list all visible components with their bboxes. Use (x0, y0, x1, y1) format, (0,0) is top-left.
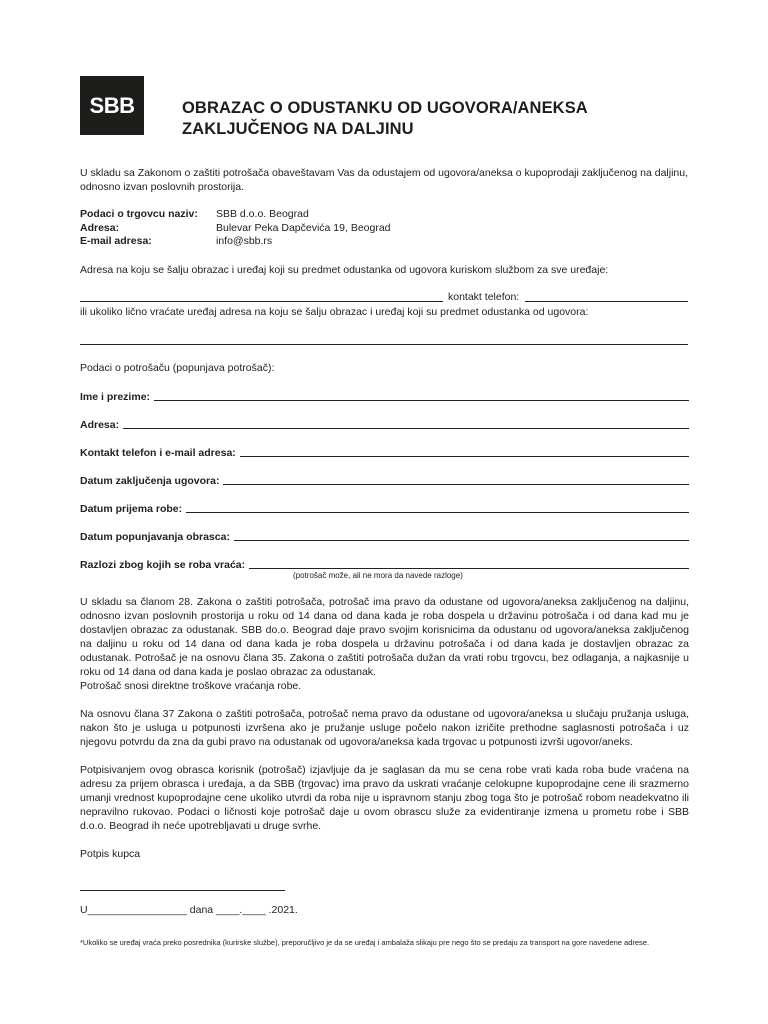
contact-line[interactable] (240, 456, 689, 457)
name-label: Ime i prezime: (80, 391, 151, 403)
title-line-1: OBRAZAC O ODUSTANKU OD UGOVORA/ANEKSA (182, 99, 588, 117)
courier-address-line[interactable] (80, 301, 443, 302)
personal-return-line[interactable] (80, 344, 688, 345)
courier-address-text: Adresa na koju se šalju obrazac i uređaj koji su predmet odustanka od ugovora kuriskom službom za sve uređaje: (80, 264, 609, 276)
contract-date-label: Datum zaključenja ugovora: (80, 475, 220, 487)
reasons-field[interactable] (80, 557, 689, 571)
contact-field[interactable] (80, 445, 689, 459)
legal-paragraph-1-last: Potrošač snosi direktne troškove vraćanja robe. (80, 680, 302, 692)
signature-line[interactable] (80, 890, 285, 891)
personal-return-text: ili ukoliko lično vraćate uređaj adresa na koju se šalju obrazac i uređaj koji su predmet odustanka od ugovora: (80, 306, 589, 318)
legal-paragraph-1 (80, 595, 689, 693)
signature-label: Potpis kupca (80, 848, 141, 860)
receipt-date-label: Datum prijema robe: (80, 503, 183, 515)
trader-info (80, 208, 391, 249)
contact-phone-line[interactable] (525, 301, 688, 302)
fill-date-label: Datum popunjavanja obrasca: (80, 531, 230, 543)
trader-address-label: Adresa: (80, 221, 120, 234)
footnote: *Ukoliko se uređaj vraća preko posrednika (kurirske službe), preporučljivo je da se uređaj i ambalaža slikaju pre nego što se predaju za transport na gore navedene adrese. (80, 938, 650, 947)
title-line-2: ZAKLJUČENOG NA DALJINU (182, 120, 414, 138)
receipt-date-field[interactable] (80, 501, 689, 515)
trader-email-value: info@sbb.rs (216, 235, 273, 247)
reasons-line[interactable] (249, 568, 689, 569)
contract-date-field[interactable] (80, 473, 689, 487)
form-title (182, 98, 662, 140)
contract-date-line[interactable] (223, 484, 689, 485)
date-place-line[interactable]: U_________________ dana ____.____ .2021. (80, 904, 298, 916)
legal-paragraph-1-body: U skladu sa članom 28. Zakona o zaštiti potrošača, potrošač ima pravo da odustane od ugovora/aneksa zaključenog na daljinu, odnosno izvan poslovnih prostorija u roku od 14 dana od dana kada je roba dospela u državinu potrošača i od dana kad mu je dostavljen obrazac za odustanak. SBB do.o. Beograd daje pravo svojim korisnicima da odustanu od ugovora/aneksa zaključenog na daljinu u roku od 14 dana od dana kada je roba dospela u državinu potrošača i od dana kada je dostavljen obrazac za odustanak. Potrošač je na osnovu člana 35. Zakona o zaštiti potrošača dužan da vrati robu trgovcu, bez odlaganja, a najkasnije u roku od 14 dana od dana kada je poslao obrazac za odustanak. (80, 596, 689, 678)
address-field[interactable] (80, 417, 689, 431)
trader-name-value: SBB d.o.o. Beograd (216, 208, 309, 220)
fill-date-field[interactable] (80, 529, 689, 543)
reasons-label: Razlozi zbog kojih se roba vraća: (80, 559, 246, 571)
contact-label: Kontakt telefon i e-mail adresa: (80, 447, 236, 459)
legal-paragraph-2: Na osnovu člana 37 Zakona o zaštiti potrošača, potrošač nema pravo da odustane od ugovora/aneksa u slučaju pružanja usluga, nakon što je usluga u potpunosti izvršena ako je pružanje usluge počelo nakon izričite prethodne saglasnosti potrošača i uz njegovu potvrdu da zna da gubi pravo na odustanak od ugovora/aneksa kada trgovac u potpunosti izvrši ugovor/aneks. (80, 708, 689, 748)
reasons-note: (potrošač može, ali ne mora da navede razloge) (293, 571, 463, 580)
address-line[interactable] (123, 428, 689, 429)
name-line[interactable] (154, 400, 689, 401)
name-field[interactable] (80, 389, 689, 403)
fill-date-line[interactable] (234, 540, 689, 541)
trader-address-value: Bulevar Peka Dapčevića 19, Beograd (216, 221, 391, 234)
contact-phone-label: kontakt telefon: (448, 291, 520, 303)
legal-paragraph-3: Potpisivanjem ovog obrasca korisnik (potrošač) izjavljuje da je saglasan da mu se cena robe vrati kada roba bude vraćena na adresu za prijem obrasca i uređaja, a da SBB (trgovac) ima pravo da uskrati vraćanje celokupne kupoprodajne cene ili srazmerno umanji vrednost kupoprodajne cene ukoliko utvrdi da roba nije u ispravnom stanju zbog toga što je potrošač robom neadekvatno ili nepravilno rukovao. Podaci o ličnosti koje potrošač daje u ovom obrascu služe za evidentiranje izmena u prometu robe i SBB d.o.o. Beograd ih neće upotrebljavati u druge svrhe. (80, 764, 689, 832)
address-label: Adresa: (80, 419, 120, 431)
intro-text: U skladu sa Zakonom o zaštiti potrošača obaveštavam Vas da odustajem od ugovora/aneksa o kupoprodaji zaključenog na daljinu, odnosno izvan poslovnih prostorija. (80, 167, 689, 193)
consumer-heading: Podaci o potrošaču (popunjava potrošač): (80, 362, 275, 374)
receipt-date-line[interactable] (186, 512, 689, 513)
trader-email-label: E-mail adresa: (80, 235, 152, 247)
trader-name-label: Podaci o trgovcu naziv: (80, 208, 198, 220)
sbb-logo: SBB (80, 76, 144, 135)
